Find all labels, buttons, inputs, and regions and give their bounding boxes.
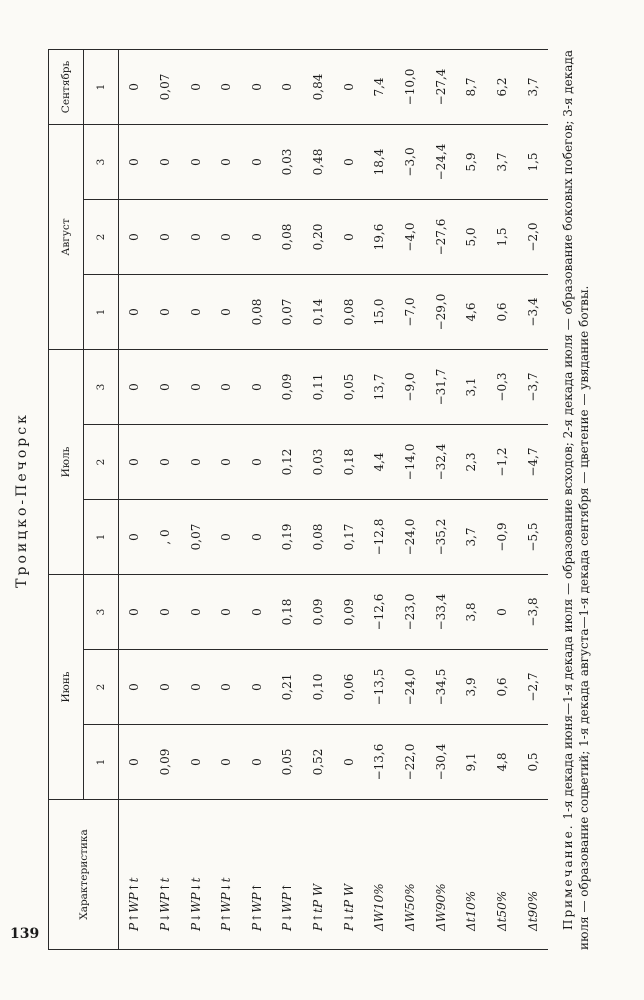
table-cell: 0	[150, 275, 181, 350]
table-cell: 0	[333, 725, 364, 800]
table-cell: −2,0	[517, 200, 548, 275]
table-cell: −35,2	[425, 500, 456, 575]
table-cell: 15,0	[364, 275, 395, 350]
table-cell: 0	[180, 650, 211, 725]
row-label: ΔW90%	[425, 800, 456, 950]
table-cell: 0,05	[333, 350, 364, 425]
decade-header: 1	[84, 725, 119, 800]
table-cell: −24,4	[425, 124, 456, 199]
table-cell: −5,5	[517, 500, 548, 575]
table-cell: 0	[242, 124, 273, 199]
table-cell: 0,84	[303, 49, 334, 124]
table-cell: 3,1	[456, 350, 487, 425]
table-cell: 0	[333, 124, 364, 199]
table-row	[119, 49, 150, 949]
table-cell: 0	[211, 650, 242, 725]
table-cell: 4,4	[364, 425, 395, 500]
table-cell: 0	[211, 350, 242, 425]
table-cell: −0,3	[487, 350, 518, 425]
row-label: Δt10%	[456, 800, 487, 950]
table-cell: 18,4	[364, 124, 395, 199]
table-cell: 1,5	[517, 124, 548, 199]
rotated-page	[0, 40, 644, 960]
table-cell: 0,08	[242, 275, 273, 350]
table-cell: 0	[119, 650, 150, 725]
decade-header: 3	[84, 124, 119, 199]
table-cell: −27,6	[425, 200, 456, 275]
row-label: ΔW10%	[364, 800, 395, 950]
table-cell: 0	[119, 575, 150, 650]
table-row	[517, 49, 548, 949]
table-cell: 0,07	[180, 500, 211, 575]
table-row	[180, 49, 211, 949]
table-cell: 0	[119, 725, 150, 800]
table-cell: 0	[333, 200, 364, 275]
table-cell: 0	[119, 500, 150, 575]
table-cell: 0	[119, 124, 150, 199]
table-cell: 0	[211, 500, 242, 575]
table-cell: 0	[119, 275, 150, 350]
table-row	[303, 49, 334, 949]
table-cell: 5,9	[456, 124, 487, 199]
table-cell: −31,7	[425, 350, 456, 425]
table-cell: 0,07	[272, 275, 303, 350]
header-months-row	[49, 49, 84, 949]
table-cell: 1,5	[487, 200, 518, 275]
footnote-text: 1-я декада июня—1-я декада июля — образование всходов; 2-я декада июля — образование боковых побегов; 3-я декада июля — образование соцветий; 1-я декада августа—1-я декада сентября — цветение — увядание ботвы.	[561, 50, 591, 950]
table-cell: 0	[150, 200, 181, 275]
table-cell: 7,4	[364, 49, 395, 124]
table-cell: −29,0	[425, 275, 456, 350]
table-cell: 0	[242, 725, 273, 800]
table-cell: 0,09	[272, 350, 303, 425]
table-cell: 9,1	[456, 725, 487, 800]
table-cell: 0	[150, 124, 181, 199]
table-cell: −3,7	[517, 350, 548, 425]
table-cell: 0	[119, 200, 150, 275]
table-cell: 0	[242, 500, 273, 575]
table-cell: 0,07	[150, 49, 181, 124]
month-header: Август	[49, 124, 84, 349]
table-cell: 0,6	[487, 650, 518, 725]
row-label: P↓WP↑t	[150, 800, 181, 950]
table-cell: 0	[119, 350, 150, 425]
row-label: Δt50%	[487, 800, 518, 950]
table-cell: 0,19	[272, 500, 303, 575]
table-cell: 0,03	[272, 124, 303, 199]
table-cell: 5,0	[456, 200, 487, 275]
table-row	[456, 49, 487, 949]
table-cell: 0,06	[333, 650, 364, 725]
table-cell: 0,18	[333, 425, 364, 500]
table-cell: 0	[333, 49, 364, 124]
table-cell: 0,05	[272, 725, 303, 800]
page-title: Троицко-Печорск	[14, 412, 30, 588]
table-row	[272, 49, 303, 949]
table-cell: −32,4	[425, 425, 456, 500]
table-cell: 0,6	[487, 275, 518, 350]
table-cell: −27,4	[425, 49, 456, 124]
table-cell: 0,12	[272, 425, 303, 500]
row-label: P↑tP W	[303, 800, 334, 950]
table-cell: 0	[150, 350, 181, 425]
table-cell: 0	[242, 200, 273, 275]
table-cell: 0	[119, 49, 150, 124]
table-cell: 0,10	[303, 650, 334, 725]
table-row	[425, 49, 456, 949]
table-row	[211, 49, 242, 949]
table-cell: 0	[180, 200, 211, 275]
table-cell: 3,7	[517, 49, 548, 124]
table-cell: −12,8	[364, 500, 395, 575]
table-cell: 0,08	[333, 275, 364, 350]
table-cell: 3,9	[456, 650, 487, 725]
table-cell: 0	[180, 275, 211, 350]
footnote-lead: Примечание.	[561, 823, 575, 930]
table-cell: 0,14	[303, 275, 334, 350]
table-cell: −7,0	[395, 275, 426, 350]
table-cell: 0	[150, 650, 181, 725]
footnote	[560, 50, 592, 950]
table-cell: , 0	[150, 500, 181, 575]
table-cell: 0	[119, 425, 150, 500]
decade-header: 3	[84, 350, 119, 425]
table-cell: 0,11	[303, 350, 334, 425]
table-cell: 0,20	[303, 200, 334, 275]
table-cell: 0	[180, 49, 211, 124]
table-cell: 13,7	[364, 350, 395, 425]
table-cell: −1,2	[487, 425, 518, 500]
table-cell: 3,7	[456, 500, 487, 575]
decade-header: 3	[84, 575, 119, 650]
table-cell: −4,0	[395, 200, 426, 275]
table-cell: −24,0	[395, 650, 426, 725]
table-cell: 0,08	[272, 200, 303, 275]
decade-header: 1	[84, 49, 119, 124]
table-cell: 0	[211, 575, 242, 650]
row-label: P↑WP↑	[242, 800, 273, 950]
characteristic-header: Характеристика	[49, 800, 119, 950]
row-label: Δt90%	[517, 800, 548, 950]
month-header: Сентябрь	[49, 49, 84, 124]
table-cell: 0	[211, 200, 242, 275]
table-cell: 0	[487, 575, 518, 650]
table-cell: 3,8	[456, 575, 487, 650]
table-cell: 0	[211, 124, 242, 199]
table-cell: −10,0	[395, 49, 426, 124]
row-label: ΔW50%	[395, 800, 426, 950]
table-cell: −24,0	[395, 500, 426, 575]
table-cell: 0,08	[303, 500, 334, 575]
row-label: P↓WP↑	[272, 800, 303, 950]
table-cell: −3,8	[517, 575, 548, 650]
month-header: Июнь	[49, 575, 84, 800]
month-header: Июль	[49, 350, 84, 575]
row-label: P↓WP↓t	[180, 800, 211, 950]
decade-header: 2	[84, 425, 119, 500]
table-cell: 0	[211, 49, 242, 124]
table-row	[364, 49, 395, 949]
table-cell: 0,18	[272, 575, 303, 650]
table-cell: 0,5	[517, 725, 548, 800]
table-cell: 0	[242, 575, 273, 650]
table-cell: 0,21	[272, 650, 303, 725]
table-cell: 2,3	[456, 425, 487, 500]
table-cell: −4,7	[517, 425, 548, 500]
table-cell: 0,03	[303, 425, 334, 500]
decade-header: 2	[84, 200, 119, 275]
table-cell: 0	[180, 425, 211, 500]
table-cell: 0,52	[303, 725, 334, 800]
table-cell: −13,6	[364, 725, 395, 800]
table-cell: 0	[211, 275, 242, 350]
table-cell: 19,6	[364, 200, 395, 275]
page-number: 139	[10, 926, 40, 942]
table-cell: −23,0	[395, 575, 426, 650]
table-cell: −14,0	[395, 425, 426, 500]
table-row	[242, 49, 273, 949]
table-cell: −33,4	[425, 575, 456, 650]
table-cell: 0	[242, 650, 273, 725]
row-label: P↓tP W	[333, 800, 364, 950]
table-cell: 0,09	[303, 575, 334, 650]
table-cell: −3,4	[517, 275, 548, 350]
table-row	[487, 49, 518, 949]
table-cell: 0	[242, 425, 273, 500]
table-cell: −2,7	[517, 650, 548, 725]
table-cell: −13,5	[364, 650, 395, 725]
decade-header: 1	[84, 500, 119, 575]
table-cell: 0,09	[150, 725, 181, 800]
table-cell: 0	[180, 725, 211, 800]
decade-header: 1	[84, 275, 119, 350]
table-cell: 8,7	[456, 49, 487, 124]
table-row	[395, 49, 426, 949]
row-label: P↑WP↓t	[211, 800, 242, 950]
table-cell: −0,9	[487, 500, 518, 575]
table-cell: 0	[180, 575, 211, 650]
table-cell: −9,0	[395, 350, 426, 425]
table-cell: 0,17	[333, 500, 364, 575]
table-body	[119, 49, 549, 949]
table-cell: 0	[272, 49, 303, 124]
table-cell: 4,8	[487, 725, 518, 800]
table-cell: 0,48	[303, 124, 334, 199]
table-cell: 0	[180, 350, 211, 425]
table-cell: 0	[242, 350, 273, 425]
decade-header: 2	[84, 650, 119, 725]
table-cell: −30,4	[425, 725, 456, 800]
table-cell: 0	[180, 124, 211, 199]
table-cell: 0	[211, 725, 242, 800]
table-cell: −12,6	[364, 575, 395, 650]
table-cell: 3,7	[487, 124, 518, 199]
table-cell: 0,09	[333, 575, 364, 650]
data-table	[48, 49, 548, 950]
table-cell: 0	[242, 49, 273, 124]
table-cell: 6,2	[487, 49, 518, 124]
table-cell: −22,0	[395, 725, 426, 800]
row-label: P↑WP↑t	[119, 800, 150, 950]
table-cell: 0	[150, 425, 181, 500]
table-row	[333, 49, 364, 949]
table-cell: −3,0	[395, 124, 426, 199]
table-cell: −34,5	[425, 650, 456, 725]
table-cell: 4,6	[456, 275, 487, 350]
table-row	[150, 49, 181, 949]
table-cell: 0	[150, 575, 181, 650]
table-cell: 0	[211, 425, 242, 500]
